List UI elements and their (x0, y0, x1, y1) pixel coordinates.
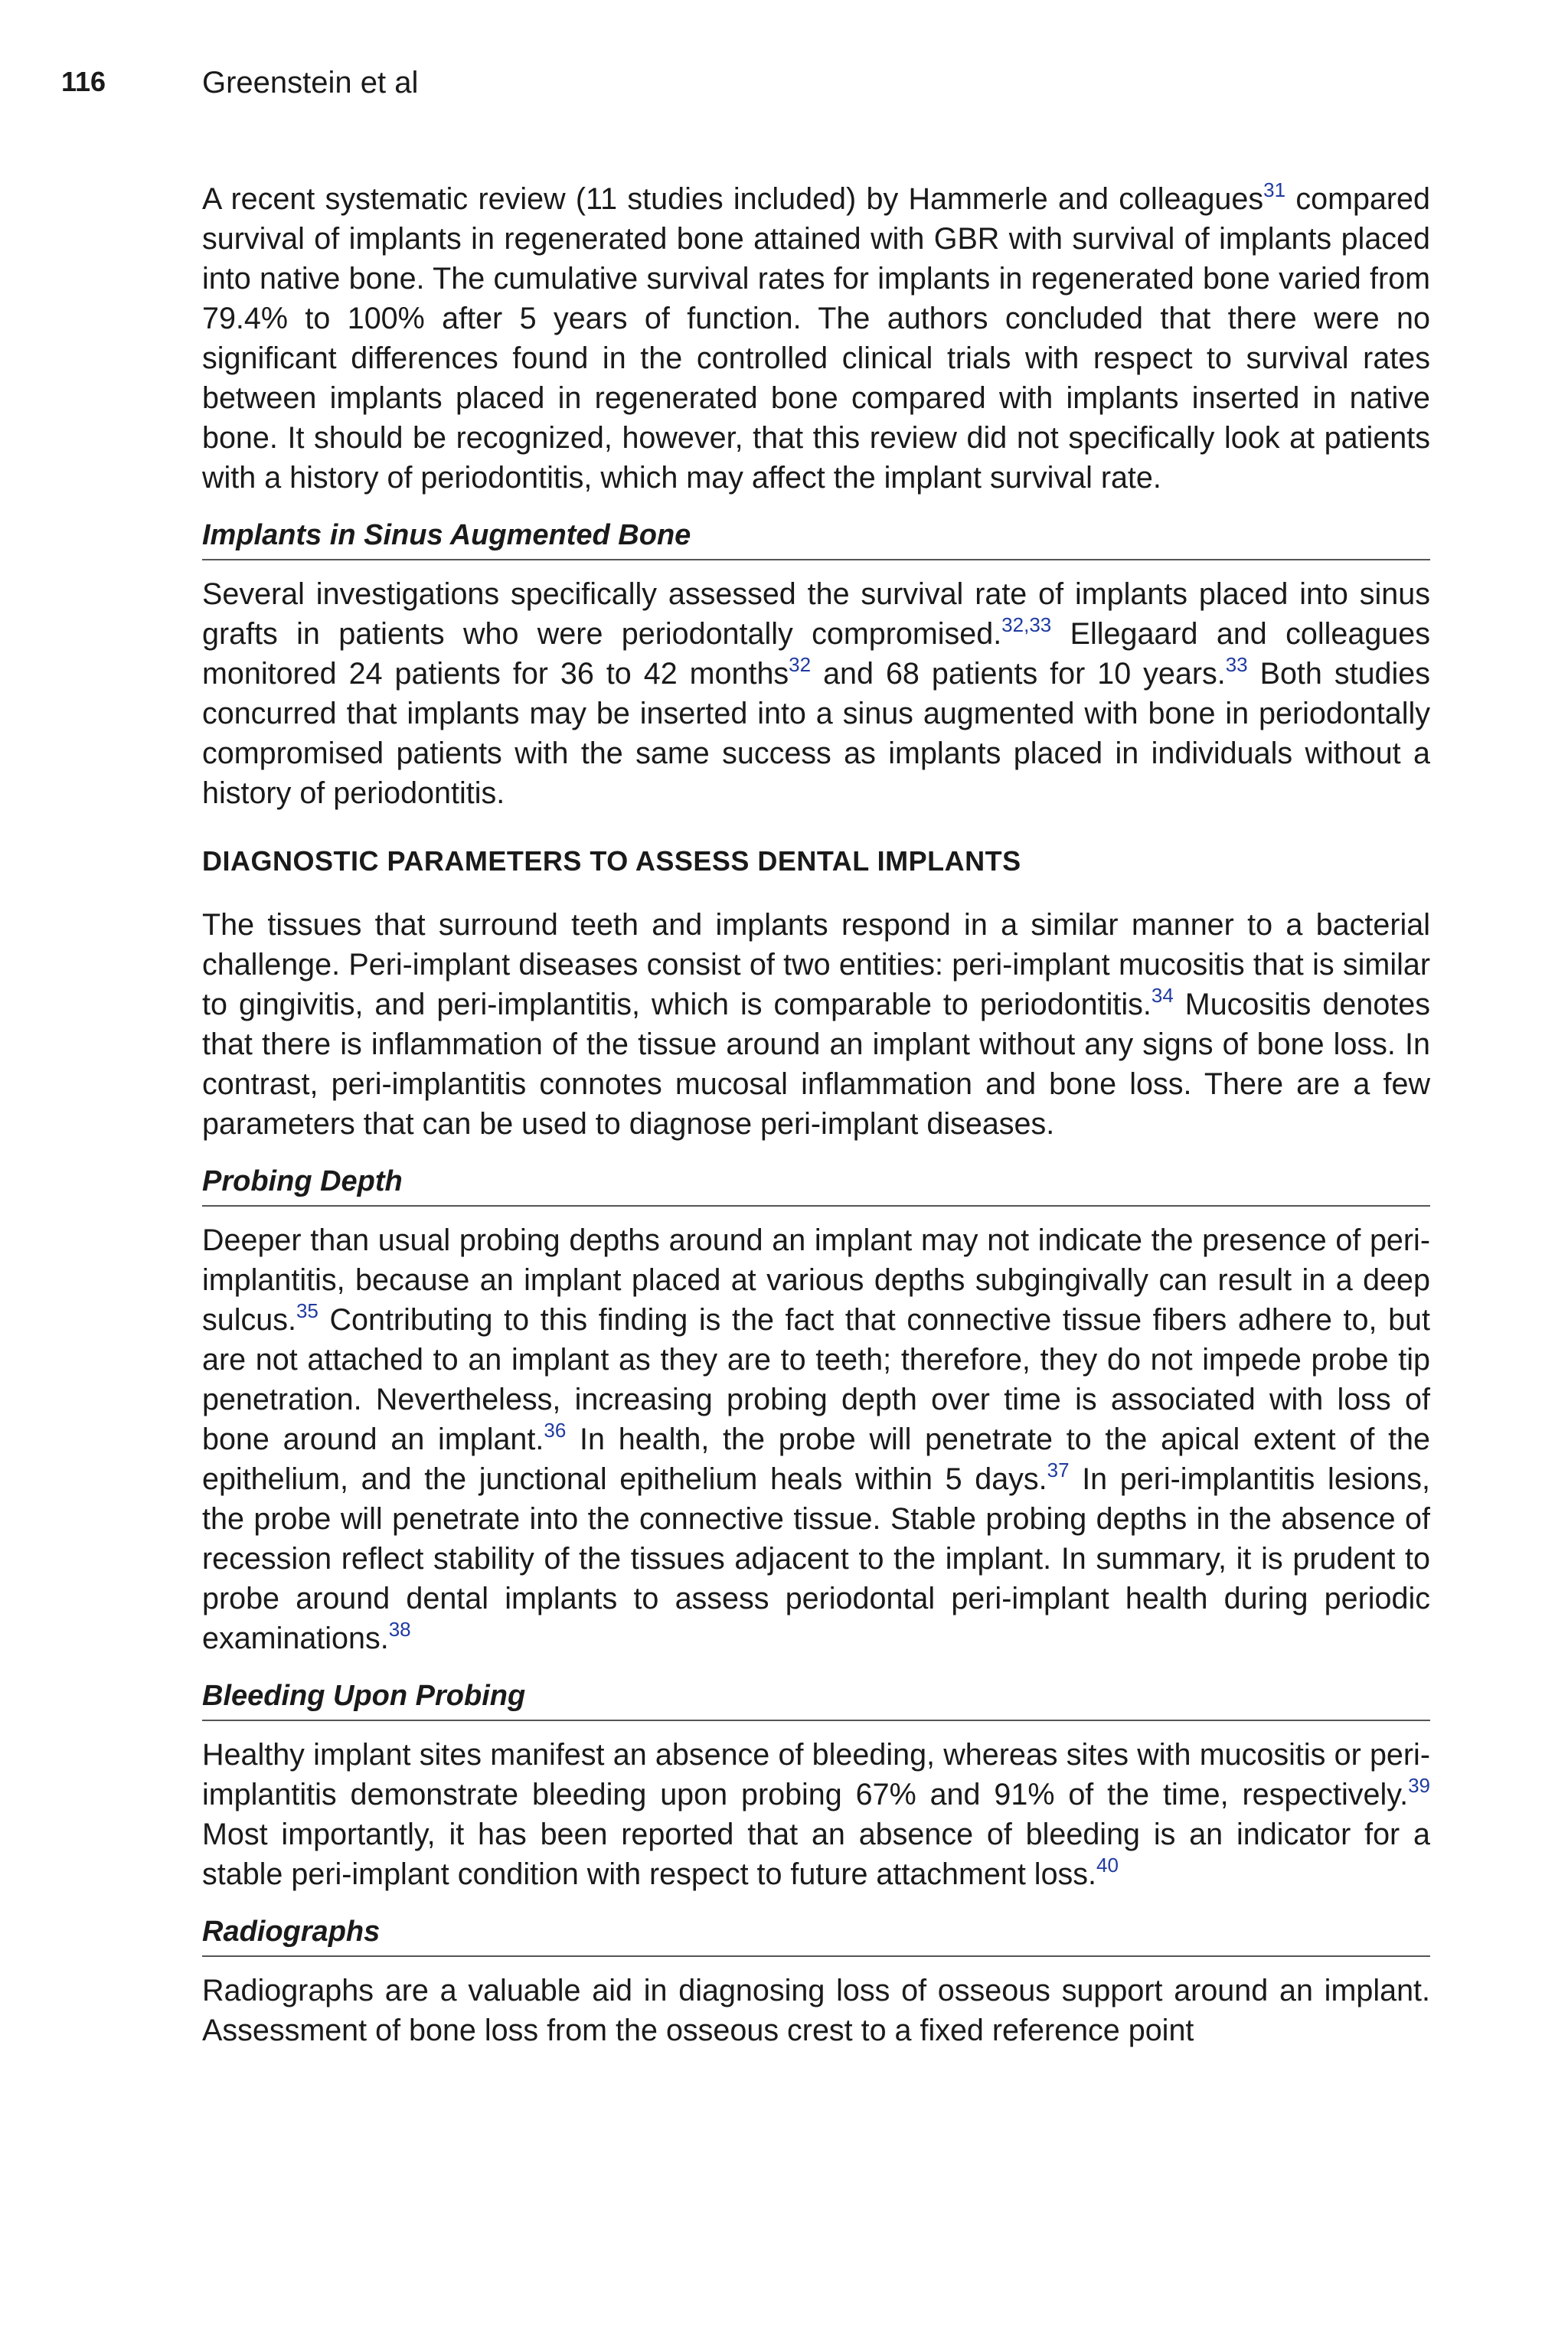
text-span: A recent systematic review (11 studies included) by Hammerle and colleagues (202, 182, 1264, 216)
text-span: and 68 patients for 10 years. (811, 657, 1226, 691)
reference-link-33[interactable]: 33 (1225, 653, 1248, 676)
paragraph-sinus (202, 574, 1430, 813)
reference-link-32[interactable]: 32 (789, 653, 812, 676)
section-heading-diagnostic-parameters: DIAGNOSTIC PARAMETERS TO ASSESS DENTAL IMPLANTS (202, 845, 1021, 877)
reference-link-35[interactable]: 35 (296, 1299, 318, 1322)
subheading-radiographs: Radiographs (202, 1914, 1430, 1957)
subheading-probing-depth: Probing Depth (202, 1164, 1430, 1207)
reference-link-34[interactable]: 34 (1151, 984, 1174, 1007)
text-span: Contributing to this finding is the fact that connective tissue fibers adhere to, but are not attached to an implant as they are to teeth; therefore, they do not impede probe tip penetration. Nevertheless, increasing probing depth over time is associated with loss of bone around an implant. (202, 1303, 1430, 1456)
paragraph-bleeding (202, 1735, 1430, 1894)
text-span: Most importantly, it has been reported that an absence of bleeding is an indicator for a stable peri-implant condition with respect to future attachment loss. (202, 1818, 1430, 1891)
page-number: 116 (61, 66, 106, 97)
reference-link-37[interactable]: 37 (1047, 1459, 1070, 1481)
reference-link-31[interactable]: 31 (1263, 178, 1286, 201)
paragraph-probing-depth (202, 1220, 1430, 1658)
reference-link-38[interactable]: 38 (388, 1618, 411, 1641)
text-span: In peri-implantitis lesions, the probe will penetrate into the connective tissue. Stable probing depths in the absence of recession reflect stability of the tissues adjacent to the implant. In summary, it is prudent to probe around dental implants to assess periodontal peri-implant health during periodic examinations. (202, 1462, 1430, 1655)
article-body (202, 179, 1430, 2050)
text-span: compared survival of implants in regenerated bone attained with GBR with survival of implants placed into native bone. The cumulative survival rates for implants in regenerated bone varied from 79.4% to 100% after 5 years of function. The authors concluded that there were no significant differences found in the controlled clinical trials with respect to survival rates between implants placed in regenerated bone compared with implants inserted in native bone. It should be recognized, however, that this review did not specifically look at patients with a history of periodontitis, which may affect the implant survival rate. (202, 182, 1430, 495)
text-span: Healthy implant sites manifest an absence of bleeding, whereas sites with mucositis or peri-implantitis demonstrate bleeding upon probing 67% and 91% of the time, respectively. (202, 1738, 1430, 1811)
text-span: Both studies concurred that implants may be inserted into a sinus augmented with bone in periodontally compromised patients with the same success as implants placed in individuals without a history of periodontitis. (202, 657, 1430, 810)
reference-link-39[interactable]: 39 (1408, 1774, 1430, 1797)
reference-link-32-33[interactable]: 32,33 (1001, 613, 1052, 636)
reference-link-40[interactable]: 40 (1096, 1854, 1119, 1877)
text-span: Mucositis denotes that there is inflammation of the tissue around an implant without any signs of bone loss. In contrast, peri-implantitis connotes mucosal inflammation and bone loss. There are a few parameters that can be used to diagnose peri-implant diseases. (202, 988, 1430, 1141)
paragraph-gbr-review (202, 179, 1430, 498)
text-span: The tissues that surround teeth and implants respond in a similar manner to a bacterial challenge. Peri-implant diseases consist of two entities: peri-implant mucositis that is similar to gingivitis, and peri-implantitis, which is comparable to periodontitis. (202, 908, 1430, 1021)
running-title: Greenstein et al (202, 66, 419, 100)
paragraph-diagnostic (202, 905, 1430, 1144)
text-span: In health, the probe will penetrate to the apical extent of the epithelium, and the junctional epithelium heals within 5 days. (202, 1423, 1430, 1496)
text-span: Deeper than usual probing depths around an implant may not indicate the presence of peri-implantitis, because an implant placed at various depths subgingivally can result in a deep sulcus. (202, 1223, 1430, 1337)
text-span: Ellegaard and colleagues monitored 24 patients for 36 to 42 months (202, 617, 1430, 691)
subheading-sinus-augmented-bone: Implants in Sinus Augmented Bone (202, 518, 1430, 560)
subheading-bleeding-upon-probing: Bleeding Upon Probing (202, 1678, 1430, 1721)
running-head (61, 66, 1439, 104)
paragraph-radiographs (202, 1971, 1430, 2050)
text-span: Several investigations specifically assessed the survival rate of implants placed into sinus grafts in patients who were periodontally compromised. (202, 577, 1430, 651)
text-span: Radiographs are a valuable aid in diagnosing loss of osseous support around an implant. Assessment of bone loss from the osseous crest to a fixed reference point (202, 1974, 1430, 2047)
reference-link-36[interactable]: 36 (544, 1419, 567, 1442)
